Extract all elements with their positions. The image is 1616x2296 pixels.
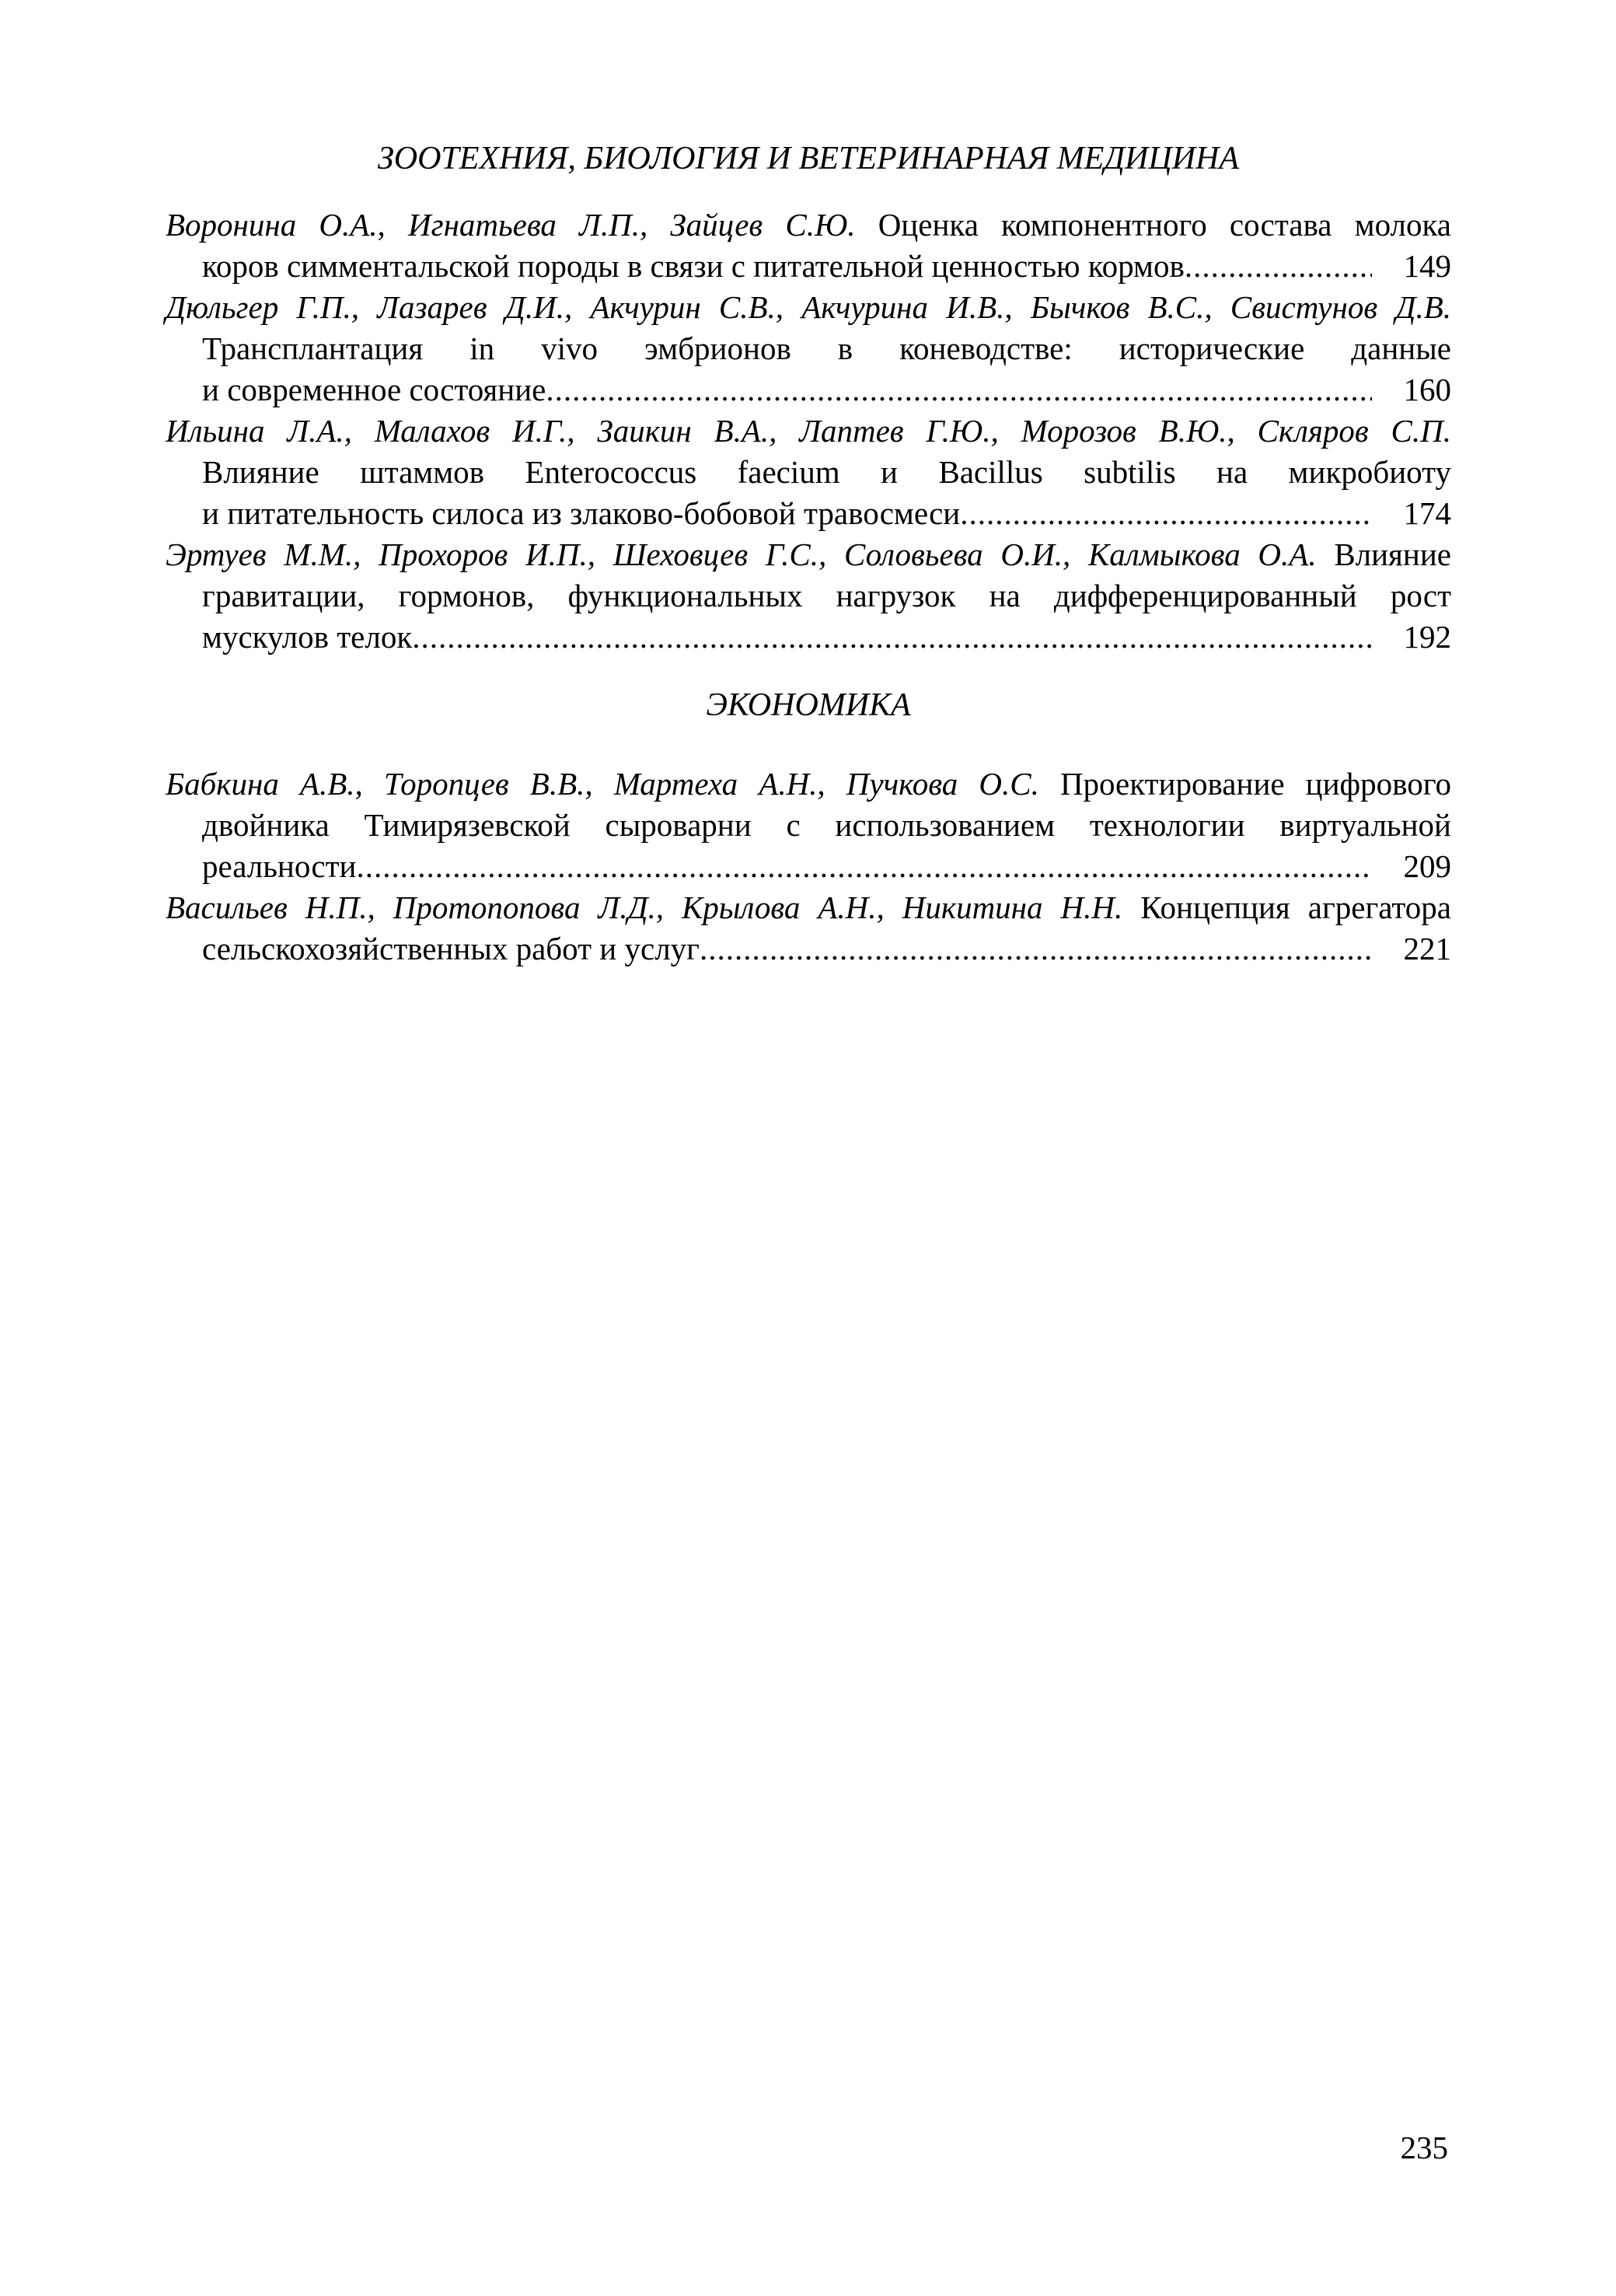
toc-entry-line <box>166 287 1451 328</box>
toc-content <box>166 138 1451 970</box>
toc-entry-line <box>166 617 1451 658</box>
page-ref: 209 <box>1403 848 1451 884</box>
section-zootechnics <box>166 138 1451 658</box>
dot-leader <box>412 617 1372 658</box>
title-text: Проектирование цифрового <box>1059 766 1451 802</box>
dot-leader <box>1185 246 1372 287</box>
authors-text: Дюльгер Г.П., Лазарев Д.И., Акчурин С.В., Акчурина И.В., Бычков В.С., Свистунов Д.В. <box>166 289 1451 325</box>
title-text: двойника Тимирязевской сыроварни с использованием технологии виртуальной <box>202 807 1451 843</box>
toc-entry <box>166 764 1451 887</box>
toc-entry <box>166 887 1451 970</box>
authors-text: Васильев Н.П., Протопопова Л.Д., Крылова А.Н., Никитина Н.Н. <box>166 889 1141 925</box>
section-heading-zootechnics: ЗООТЕХНИЯ, БИОЛОГИЯ И ВЕТЕРИНАРНАЯ МЕДИЦИНА <box>377 141 1240 176</box>
dot-leader <box>960 493 1372 534</box>
toc-entry-line <box>166 805 1451 846</box>
toc-entry-line <box>166 246 1451 287</box>
toc-entry-line <box>166 328 1451 369</box>
title-text: мускулов телок <box>202 619 413 655</box>
title-text: Влияние штаммов Enterococcus faecium и Bacillus subtilis на микробиоту <box>202 454 1451 490</box>
title-text: Влияние <box>1334 536 1451 572</box>
title-text: сельскохозяйственных работ и услуг <box>202 931 700 966</box>
toc-entry-line <box>166 575 1451 617</box>
page-ref: 160 <box>1403 372 1451 407</box>
title-text: Концепция агрегатора <box>1140 889 1451 925</box>
toc-entry-line <box>166 534 1451 575</box>
title-text: реальности <box>202 848 357 884</box>
title-text: гравитации, гормонов, функциональных нагрузок на дифференцированный рост <box>202 578 1451 613</box>
authors-text: Воронина О.А., Игнатьева Л.П., Зайцев С.Ю. <box>166 207 878 243</box>
toc-entry-line <box>166 887 1451 928</box>
authors-text: Бабкина А.В., Торопцев В.В., Мартеха А.Н., Пучкова О.С. <box>166 766 1060 802</box>
toc-entry-line <box>166 369 1451 411</box>
title-text: и современное состояние <box>202 372 546 407</box>
toc-entry-line <box>166 411 1451 452</box>
toc-entry <box>166 411 1451 534</box>
title-text: Трансплантация in vivo эмбрионов в коневодстве: исторические данные <box>202 330 1451 366</box>
title-text: и питательность силоса из злаково-бобовой травосмеси <box>202 495 961 531</box>
page-ref: 174 <box>1403 495 1451 531</box>
toc-entry-line <box>166 846 1451 887</box>
title-text: коров симментальской породы в связи с питательной ценностью кормов <box>202 248 1185 284</box>
page-ref: 192 <box>1403 619 1451 655</box>
page-number: 235 <box>1400 2130 1448 2165</box>
toc-entry-line <box>166 928 1451 970</box>
toc-entry <box>166 534 1451 658</box>
section-heading-economics: ЭКОНОМИКА <box>706 687 911 723</box>
authors-text: Ильина Л.А., Малахов И.Г., Заикин В.А., Лаптев Г.Ю., Морозов В.Ю., Скляров С.П. <box>166 413 1451 449</box>
section-economics <box>166 685 1451 970</box>
page-ref: 149 <box>1403 248 1451 284</box>
dot-leader <box>546 369 1372 411</box>
title-text: Оценка компонентного состава молока <box>878 207 1451 243</box>
toc-entry-line <box>166 452 1451 493</box>
toc-entry-line <box>166 493 1451 534</box>
toc-entry-line <box>166 204 1451 246</box>
toc-entry <box>166 204 1451 287</box>
page-ref: 221 <box>1403 931 1451 966</box>
authors-text: Эртуев М.М., Прохоров И.П., Шеховцев Г.С., Соловьева О.И., Калмыкова О.А. <box>166 536 1335 572</box>
dot-leader <box>356 846 1372 887</box>
toc-entry-line <box>166 764 1451 805</box>
dot-leader <box>700 928 1372 970</box>
toc-entry <box>166 287 1451 411</box>
